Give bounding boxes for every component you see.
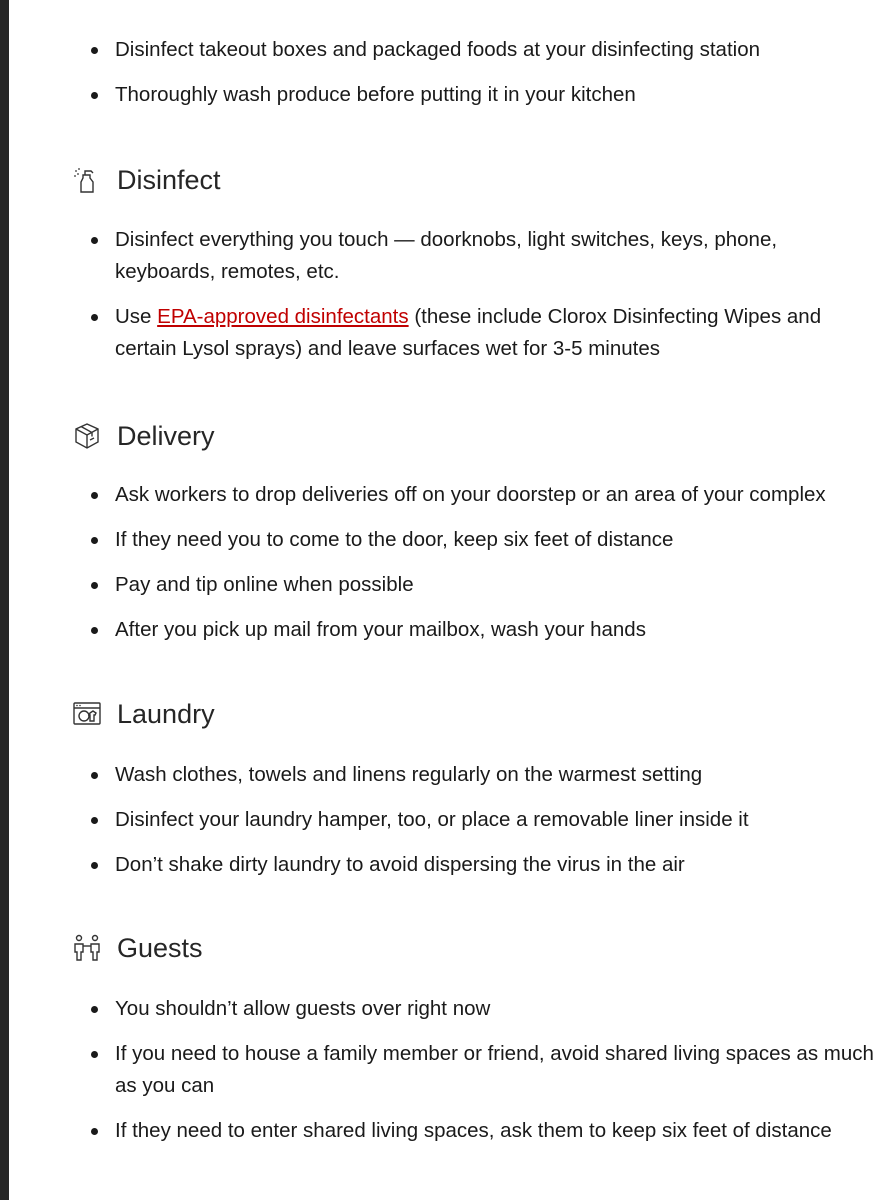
list-item: Ask workers to drop deliveries off on your doorstep or an area of your complex [0, 479, 881, 524]
delivery-list [0, 479, 881, 659]
section-header-guests [72, 928, 203, 968]
epa-disinfectants-link[interactable]: EPA-approved disinfectants [157, 305, 409, 328]
laundry-list-block [0, 759, 881, 894]
list-item: After you pick up mail from your mailbox, wash your hands [0, 614, 875, 659]
spray-bottle-icon [72, 165, 102, 195]
list-item: Thoroughly wash produce before putting it in your kitchen [0, 79, 875, 124]
list-item: If they need to enter shared living spaces, ask them to keep six feet of distance [0, 1115, 881, 1147]
list-item: If they need you to come to the door, keep six feet of distance [0, 524, 875, 569]
section-title: Delivery [117, 420, 215, 451]
disinfect-list [0, 224, 881, 365]
guests-list [0, 993, 881, 1147]
list-item: Wash clothes, towels and linens regularly on the warmest setting [0, 759, 875, 804]
two-people-icon [72, 933, 102, 963]
section-title: Disinfect [117, 164, 221, 195]
list-item: Pay and tip online when possible [0, 569, 875, 614]
section-title: Guests [117, 932, 203, 963]
section-header-delivery [72, 416, 215, 456]
section-header-laundry [72, 694, 215, 734]
delivery-list-block [0, 479, 881, 659]
list-item-text: (these include Clorox Disinfecting Wipes and certain Lysol sprays) and leave surfaces wet for 3-5 minutes [115, 305, 822, 360]
list-item: You shouldn’t allow guests over right now [0, 993, 875, 1038]
list-item: Don’t shake dirty laundry to avoid dispersing the virus in the air [0, 849, 875, 894]
list-item-prefix: Use [115, 305, 158, 328]
intro-list [0, 34, 881, 124]
laundry-list [0, 759, 881, 894]
washing-machine-icon [72, 699, 102, 729]
list-item: If you need to house a family member or friend, avoid shared living spaces as much as you can [0, 1038, 875, 1102]
package-box-icon [72, 421, 102, 451]
intro-list-block [0, 34, 881, 124]
list-item: Disinfect everything you touch — doorknobs, light switches, keys, phone, keyboards, remotes, etc. [0, 224, 875, 288]
section-title: Laundry [117, 698, 215, 729]
disinfect-list-block [0, 224, 881, 365]
list-item: Disinfect takeout boxes and packaged foods at your disinfecting station [0, 34, 875, 79]
section-header-disinfect [72, 160, 221, 200]
list-item: Disinfect your laundry hamper, too, or place a removable liner inside it [0, 804, 875, 849]
list-item [0, 301, 875, 365]
guests-list-block [0, 993, 881, 1147]
